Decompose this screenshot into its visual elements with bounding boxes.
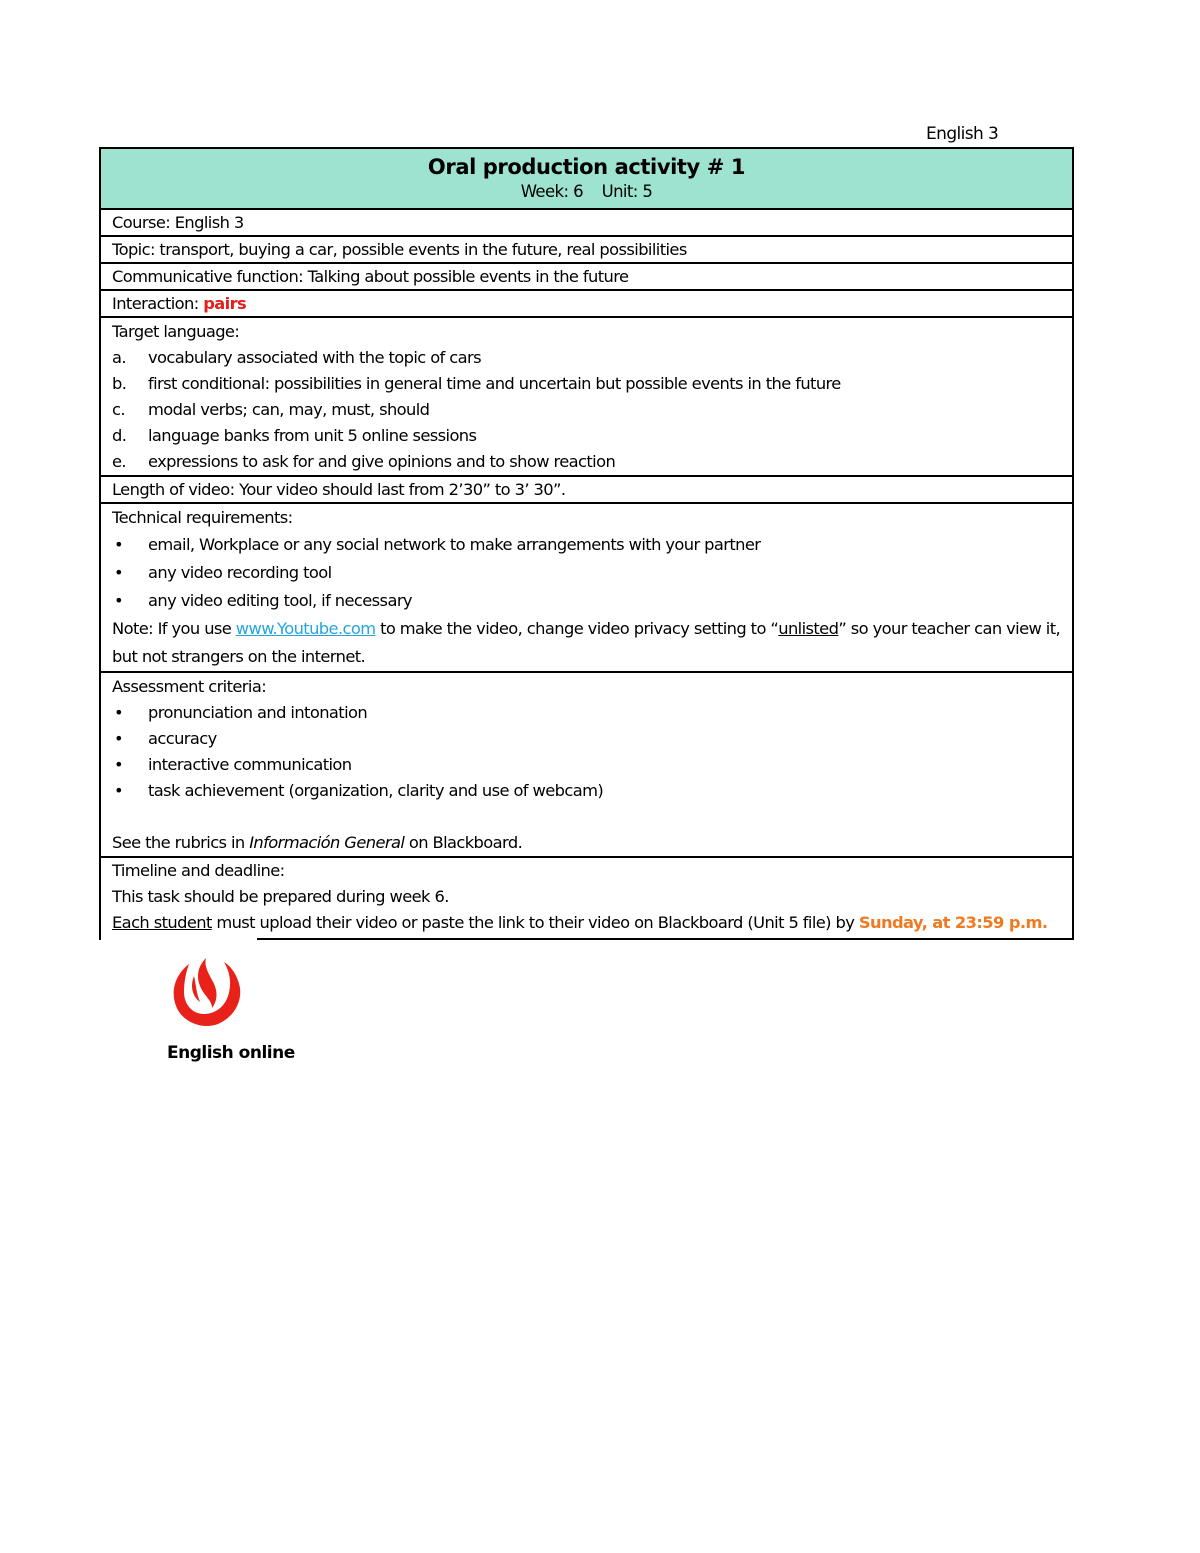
item-text: any video recording tool xyxy=(148,563,332,582)
spacer xyxy=(112,804,1061,830)
item-marker: b. xyxy=(112,374,127,393)
bullet-icon: • xyxy=(114,703,124,722)
bullet-icon: • xyxy=(114,563,124,582)
week-label: Week: 6 xyxy=(520,182,583,201)
technical-item xyxy=(112,531,1061,559)
item-text: email, Workplace or any social network to make arrangements with your partner xyxy=(148,535,761,554)
youtube-link[interactable]: www.Youtube.com xyxy=(235,619,376,638)
assessment-item xyxy=(112,726,1061,752)
item-marker: a. xyxy=(112,348,126,367)
bullet-icon: • xyxy=(114,755,124,774)
unit-label: Unit: 5 xyxy=(601,182,653,201)
note-prefix: Note: If you use xyxy=(112,619,236,638)
timeline-line-1: This task should be prepared during week 6. xyxy=(112,887,449,906)
interaction-label: Interaction: xyxy=(112,294,204,313)
unlisted-keyword: unlisted xyxy=(778,619,839,638)
week-unit-line xyxy=(101,181,1072,203)
item-text: task achievement (organization, clarity and use of webcam) xyxy=(148,781,604,800)
item-marker: e. xyxy=(112,452,126,471)
technical-requirements-row xyxy=(101,504,1072,673)
bullet-icon: • xyxy=(114,729,124,748)
activity-table xyxy=(99,147,1074,940)
flame-logo-icon xyxy=(168,956,244,1030)
item-text: interactive communication xyxy=(148,755,352,774)
item-marker: d. xyxy=(112,426,127,445)
bullet-icon: • xyxy=(114,781,124,800)
target-language-item xyxy=(112,371,1061,397)
assessment-item xyxy=(112,700,1061,726)
upload-instruction: must upload their video or paste the link to their video on Blackboard (Unit 5 file) by xyxy=(211,913,859,932)
technical-item xyxy=(112,559,1061,587)
note-middle: to make the video, change video privacy setting to “ xyxy=(375,619,779,638)
item-marker: c. xyxy=(112,400,125,419)
assessment-criteria-row xyxy=(101,673,1072,858)
timeline-heading: Timeline and deadline: xyxy=(112,861,285,880)
target-language-heading: Target language: xyxy=(112,322,240,341)
assessment-item xyxy=(112,752,1061,778)
interaction-row xyxy=(101,291,1072,318)
rubrics-prefix: See the rubrics in xyxy=(112,833,250,852)
item-text: language banks from unit 5 online sessions xyxy=(148,426,477,445)
title-block xyxy=(101,149,1072,210)
item-text: expressions to ask for and give opinions and to show reaction xyxy=(148,452,616,471)
target-language-item xyxy=(112,449,1061,475)
item-text: accuracy xyxy=(148,729,217,748)
privacy-note xyxy=(112,615,1061,671)
target-language-item xyxy=(112,423,1061,449)
assessment-item xyxy=(112,778,1061,804)
timeline-line-2 xyxy=(112,910,1061,936)
course-row: Course: English 3 xyxy=(101,210,1072,237)
note-suffix: ” so your teacher can view it, but not strangers on the internet. xyxy=(112,619,1061,666)
communicative-function-row: Communicative function: Talking about possible events in the future xyxy=(101,264,1072,291)
deadline-text: Sunday, at 23:59 p.m. xyxy=(858,913,1048,932)
target-language-item xyxy=(112,345,1061,371)
technical-heading: Technical requirements: xyxy=(112,508,293,527)
bullet-icon: • xyxy=(114,591,124,610)
rubrics-line xyxy=(112,830,1061,856)
assessment-heading: Assessment criteria: xyxy=(112,677,267,696)
item-text: pronunciation and intonation xyxy=(148,703,368,722)
logo-caption: English online xyxy=(167,1043,295,1063)
rubrics-suffix: on Blackboard. xyxy=(404,833,523,852)
item-text: modal verbs; can, may, must, should xyxy=(148,400,430,419)
technical-item xyxy=(112,587,1061,615)
target-language-item xyxy=(112,397,1061,423)
target-language-row xyxy=(101,318,1072,477)
each-student-label: Each student xyxy=(112,913,212,932)
item-text: any video editing tool, if necessary xyxy=(148,591,412,610)
activity-title: Oral production activity # 1 xyxy=(427,155,746,179)
length-of-video-row: Length of video: Your video should last from 2’30” to 3’ 30”. xyxy=(101,477,1072,504)
interaction-value: pairs xyxy=(203,294,247,313)
bullet-icon: • xyxy=(114,535,124,554)
page-header-course: English 3 xyxy=(926,124,999,144)
item-text: first conditional: possibilities in general time and uncertain but possible events in the future xyxy=(148,374,841,393)
item-text: vocabulary associated with the topic of cars xyxy=(148,348,481,367)
timeline-row xyxy=(101,858,1072,938)
border-gap xyxy=(101,936,257,940)
rubrics-italic: Información General xyxy=(249,833,405,852)
topic-row: Topic: transport, buying a car, possible events in the future, real possibilities xyxy=(101,237,1072,264)
